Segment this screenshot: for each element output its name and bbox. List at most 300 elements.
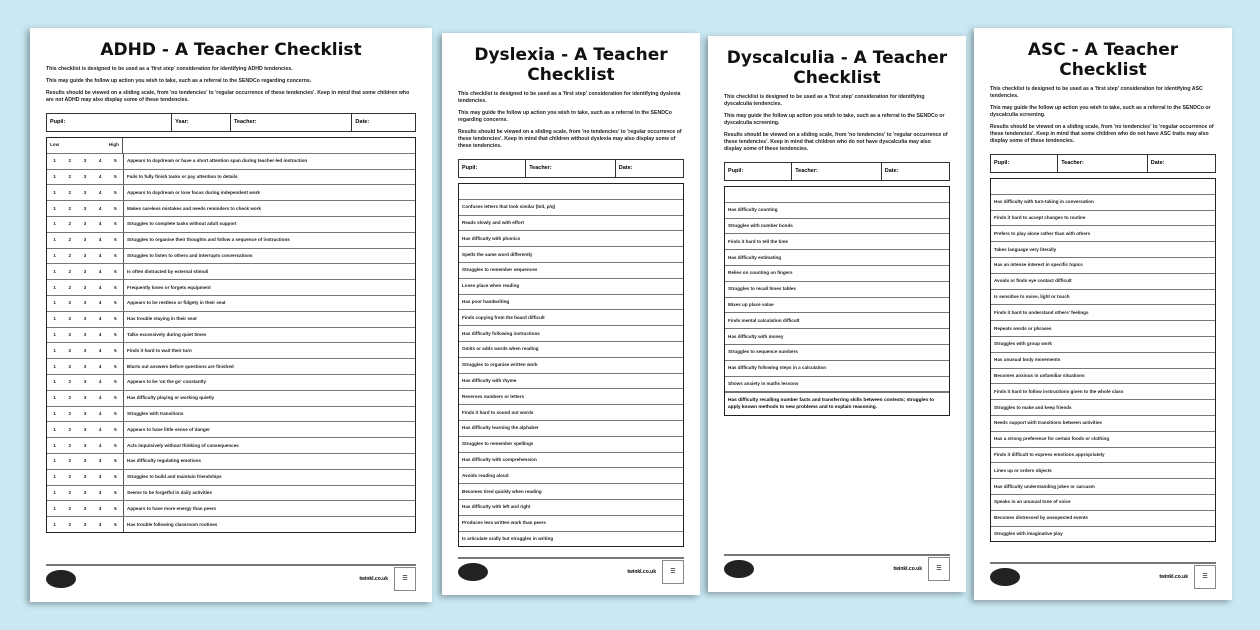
scale-option[interactable]: 2 [68,410,72,416]
table-row [725,266,949,282]
table-row [47,454,415,470]
scale-option[interactable]: 5 [114,189,117,195]
scale-option[interactable]: 2 [68,173,72,179]
scale-option[interactable]: 2 [68,395,72,401]
checklist-item: Avoids reading aloud [462,472,509,478]
table-row [725,361,949,377]
scale-option[interactable]: 2 [68,316,72,322]
scale-option[interactable]: 1 [53,410,56,416]
table-row [991,527,1215,542]
table-row [47,328,415,344]
table-row [991,384,1215,400]
checklist-item: Appears to daydream or have a short attention span during teacher-led instruction [127,158,308,164]
table-row [991,400,1215,416]
scale-option[interactable]: 2 [68,426,72,432]
table-row [991,211,1215,227]
checklist-item: Finds it difficult to express emotions appropriately [994,451,1105,457]
checklist-item: Appears to be 'on the go' constantly [127,379,207,385]
table-row [47,486,415,502]
table-row [991,305,1215,321]
checklist-item: Has difficulty with comprehension [462,456,537,462]
scale-option[interactable]: 5 [114,284,117,290]
scale-option[interactable]: 4 [98,379,102,385]
scale-option[interactable]: 1 [53,474,56,480]
checklist-item: Struggles to recall times tables [728,286,796,292]
checklist-item: Omits or adds words when reading [462,346,539,352]
scale-option[interactable]: 3 [83,284,87,290]
scale-option[interactable]: 4 [98,252,102,258]
scale-option[interactable]: 3 [83,489,87,495]
scale-option[interactable]: 1 [53,379,56,385]
table-row [459,216,683,232]
table-row [725,298,949,314]
page-title: ASC - A Teacher Checklist [1027,40,1179,80]
checklist-item: Becomes tired quickly when reading [462,488,542,494]
scale-option[interactable]: 5 [114,221,117,227]
scale-option[interactable]: 2 [68,363,72,369]
info-field[interactable]: Pupil: [459,160,526,177]
intro-text [46,66,416,109]
scale-option[interactable]: 2 [68,474,72,480]
checklist-table [724,186,950,416]
scale-option[interactable]: 4 [98,474,102,480]
scale-option[interactable]: 4 [98,205,102,211]
scale-option[interactable]: 4 [98,521,102,527]
checklist-item: Has a strong preference for certain foods or clothing [994,436,1110,442]
scale-option[interactable]: 5 [114,521,117,527]
scale-option[interactable]: 5 [114,252,117,258]
table-row [459,342,683,358]
pupil-info-table [458,159,684,178]
scale-option[interactable]: 1 [53,458,56,464]
table-row [991,321,1215,337]
page-asc [974,28,1232,600]
twinkl-logo [458,563,488,581]
scale-option[interactable]: 2 [68,442,72,448]
page-dyscalculia [708,36,966,592]
scale-option[interactable]: 5 [114,426,117,432]
page-title: Dyscalculia - A Teacher Checklist [726,48,948,88]
scale-option[interactable]: 5 [114,489,117,495]
footer [990,562,1216,590]
checklist-item: Has unusual body movements [994,357,1061,363]
table-row [47,359,415,375]
scale-option[interactable]: 1 [53,237,56,243]
scale-option[interactable]: 4 [98,173,102,179]
page-dyslexia [442,33,700,595]
info-field[interactable]: Date: [884,168,899,174]
scale-option[interactable]: 5 [114,474,117,480]
scale-option[interactable]: 1 [53,442,56,448]
checklist-item: Has difficulty regulating emotions [127,458,202,464]
table-row [47,280,415,296]
table-row [47,470,415,486]
page-adhd [30,28,432,602]
table-row [991,195,1215,211]
info-field[interactable]: Pupil: [725,163,792,180]
scale-option[interactable]: 2 [68,205,72,211]
table-row [991,258,1215,274]
checklist-item: Has difficulty with rhyme [462,377,517,383]
checklist-item: Struggles with transitions [127,410,184,416]
table-row [459,295,683,311]
table-row [991,511,1215,527]
info-field[interactable]: Teacher: [1058,155,1148,172]
scale-option[interactable]: 5 [114,395,117,401]
table-row [459,405,683,421]
scale-option[interactable]: 1 [53,173,56,179]
checklist-item: Is articulate orally but struggles in writing [462,535,554,541]
scale-option[interactable]: 2 [68,331,72,337]
scale-option[interactable]: 3 [83,300,87,306]
scale-option[interactable]: 5 [114,505,117,511]
scale-option[interactable]: 4 [98,347,102,353]
scale-option[interactable]: 4 [98,363,102,369]
scale-option[interactable]: 3 [83,426,87,432]
checklist-item: Is often distracted by external stimuli [127,268,209,274]
scale-option[interactable]: 2 [68,300,72,306]
scale-option[interactable]: 1 [53,363,56,369]
checklist-item: Shows anxiety in maths lessons [728,380,799,386]
table-row [725,282,949,298]
scale-option[interactable]: 2 [68,158,72,164]
scale-option[interactable]: 3 [83,173,87,179]
checklist-item: Has trouble following classroom routines [127,521,218,527]
table-row [991,274,1215,290]
intro-paragraph: This checklist is designed to be used as a 'first step' consideration for identifying ASC tendencies. [990,86,1203,99]
table-row [47,312,415,328]
scale-option[interactable]: 5 [114,331,117,337]
pupil-info-table [990,154,1216,173]
table-row [991,226,1215,242]
info-field[interactable]: Date: [1150,160,1165,166]
table-row [459,453,683,469]
scale-option[interactable]: 5 [114,300,117,306]
scale-option[interactable]: 5 [114,158,117,164]
table-row [459,374,683,390]
page-title: Dyslexia - A Teacher Checklist [474,45,668,85]
scale-option[interactable]: 3 [83,189,87,195]
table-row [47,154,415,170]
scale-option[interactable]: 1 [53,489,56,495]
checklist-item: Appears to have more energy than peers [127,505,217,511]
scale-option[interactable]: 1 [53,395,56,401]
scale-option[interactable]: 5 [114,347,117,353]
scale-option[interactable]: 4 [98,237,102,243]
pupil-info-table [724,162,950,181]
scale-option[interactable]: 1 [53,158,56,164]
intro-paragraph: Results should be viewed on a sliding scale, from 'no tendencies' to 'regular occurrence of these tendencies'. Keep in mind that children without dyslexia may also display some of these tendencies. [458,129,682,149]
scale-option[interactable]: 1 [53,505,56,511]
checklist-item: Appears to daydream or lose focus during independent work [127,189,260,195]
scale-option[interactable]: 3 [83,268,87,274]
scale-option[interactable]: 1 [53,521,56,527]
checklist-item: Has difficulty with money [728,333,784,339]
scale-option[interactable]: 4 [98,395,102,401]
table-row [47,422,415,438]
scale-option[interactable]: 3 [83,442,87,448]
checklist-table [458,183,684,547]
badge-icon: ☰ [662,560,684,584]
table-row [991,337,1215,353]
table-row [991,353,1215,369]
checklist-item: Struggles with number bonds [728,222,793,228]
scale-option[interactable]: 5 [114,458,117,464]
scale-option[interactable]: 3 [83,205,87,211]
scale-option[interactable]: 4 [98,268,102,274]
scale-option[interactable]: 5 [114,442,117,448]
scale-option[interactable]: 5 [114,316,117,322]
scale-option[interactable]: 5 [114,237,117,243]
table-row [47,170,415,186]
footer-url: twinkl.co.uk [1159,574,1188,580]
checklist-item: Frequently loses or forgets equipment [127,284,211,290]
table-header [725,187,949,203]
scale-option[interactable]: 2 [68,284,72,290]
checklist-item: Mixes up place value [728,301,774,307]
scale-option[interactable]: 1 [53,205,56,211]
scale-option[interactable]: 5 [114,205,117,211]
scale-option[interactable]: 1 [53,347,56,353]
checklist-item: Has difficulty understanding jokes or sarcasm [994,483,1095,489]
checklist-item: Takes language very literally [994,246,1057,252]
checklist-item: Relies on counting on fingers [728,270,793,276]
table-row [459,484,683,500]
checklist-item: Reads slowly and with effort [462,219,525,225]
table-row [459,310,683,326]
table-row [991,448,1215,464]
checklist-item: Becomes distressed by unexpected events [994,515,1088,521]
table-row [459,200,683,216]
scale-option[interactable]: 2 [68,189,72,195]
table-row [47,407,415,423]
scale-option[interactable]: 3 [83,410,87,416]
table-row [47,217,415,233]
checklist-item: Has difficulty with turn-taking in conversation [994,199,1094,205]
table-row [459,468,683,484]
scale-option[interactable]: 3 [83,395,87,401]
scale-option[interactable]: 4 [98,410,102,416]
table-row [47,201,415,217]
checklist-item: Lines up or orders objects [994,467,1052,473]
twinkl-logo [724,560,754,578]
scale-option[interactable]: 2 [68,268,72,274]
scale-option[interactable]: 3 [83,252,87,258]
scale-option[interactable]: 1 [53,268,56,274]
scale-option[interactable]: 2 [68,458,72,464]
table-row [47,438,415,454]
checklist-item: Blurts out answers before questions are finished [127,363,234,369]
intro-paragraph: Results should be viewed on a sliding scale, from 'no tendencies' to 'regular occurrence of these tendencies'. Keep in mind that children who do not have dyscalculia may also display some of these tendencies. [724,132,948,152]
scale-option[interactable]: 3 [83,331,87,337]
scale-option[interactable]: 3 [83,521,87,527]
table-row [459,263,683,279]
checklist-item: Talks excessively during quiet times [127,331,207,337]
table-header [459,184,683,200]
scale-option[interactable]: 3 [83,379,87,385]
checklist-item: Becomes anxious in unfamiliar situations [994,372,1085,378]
scale-option[interactable]: 4 [98,426,102,432]
intro-paragraph: This checklist is designed to be used as a 'first step' consideration for identifying dyslexia tendencies. [458,91,681,104]
scale-option[interactable]: 4 [98,189,102,195]
checklist-item: Speaks in an unusual tone of voice [994,499,1071,505]
scale-option[interactable]: 2 [68,505,72,511]
scale-option[interactable]: 4 [98,489,102,495]
scale-option[interactable]: 3 [83,363,87,369]
scale-option[interactable]: 4 [98,331,102,337]
checklist-item: Struggles to organise written work [462,362,538,368]
page-title: ADHD - A Teacher Checklist [100,40,362,60]
intro-paragraph: This may guide the follow up action you wish to take, such as a referral to the SENDCo or dyscalculia screening. [990,105,1211,118]
scale-option[interactable]: 1 [53,252,56,258]
scale-option[interactable]: 1 [53,426,56,432]
checklist-item: Produces less written work than peers [462,520,546,526]
scale-option[interactable]: 3 [83,458,87,464]
checklist-item: Acts impulsively without thinking of consequences [127,442,239,448]
table-row [725,329,949,345]
checklist-item: Has an intense interest in specific topics [994,262,1083,268]
scale-option[interactable]: 2 [68,221,72,227]
checklist-item: Finds it hard to tell the time [728,238,788,244]
checklist-item: Finds copying from the board difficult [462,314,545,320]
scale-option[interactable]: 4 [98,300,102,306]
scale-option[interactable]: 2 [68,489,72,495]
scale-option[interactable]: 4 [98,458,102,464]
footer [458,557,684,585]
table-row [47,391,415,407]
table-row [459,437,683,453]
intro-text [990,86,1216,150]
checklist-item: Is sensitive to noise, light or touch [994,293,1070,299]
info-field[interactable]: Teacher: [231,114,352,131]
scale-option[interactable]: 2 [68,237,72,243]
table-row [725,250,949,266]
info-field[interactable]: Date: [355,119,370,125]
scale-high: High [108,142,119,148]
table-row [459,500,683,516]
scale-option[interactable]: 2 [68,379,72,385]
checklist-table [46,137,416,533]
badge-icon: ☰ [394,567,416,591]
table-row [47,517,415,532]
checklist-item: Loses place when reading [462,283,520,289]
table-row [47,249,415,265]
table-row [459,247,683,263]
info-field[interactable]: Pupil: [991,155,1058,172]
table-row [991,369,1215,385]
scale-option[interactable]: 3 [83,347,87,353]
table-row [459,516,683,532]
scale-option[interactable]: 4 [98,158,102,164]
table-row [47,233,415,249]
intro-paragraph: Results should be viewed on a sliding scale, from 'no tendencies' to 'regular occurrence of these tendencies'. Keep in mind that some children who do not have ASC traits may also display some of these tendencies. [990,124,1214,144]
checklist-item: Has difficulty following instructions [462,330,540,336]
footer-url: twinkl.co.uk [627,569,656,575]
scale-option[interactable]: 5 [114,268,117,274]
footer-url: twinkl.co.uk [893,566,922,572]
scale-option[interactable]: 3 [83,505,87,511]
checklist-item: Has difficulty with phonics [462,235,521,241]
scale-option[interactable]: 2 [68,347,72,353]
intro-paragraph: This checklist is designed to be used as a 'first step' consideration for identifying dyscalculia tendencies. [724,94,925,107]
checklist-item: Appears to be restless or fidgety in their seat [127,300,226,306]
checklist-item: Has difficulty counting [728,207,778,213]
checklist-item: Seems to be forgetful in daily activities [127,489,213,495]
info-field[interactable]: Pupil: [47,114,172,131]
checklist-note: Has difficulty recalling number facts and transferring skills between contexts; struggles to apply known methods to new problems and to explain reasoning. [725,392,949,415]
scale-option[interactable]: 3 [83,158,87,164]
table-row [991,463,1215,479]
scale-option[interactable]: 5 [114,379,117,385]
checklist-item: Fails to fully finish tasks or pay attention to details [127,173,238,179]
info-field[interactable]: Teacher: [792,163,882,180]
checklist-item: Prefers to play alone rather than with others [994,230,1091,236]
scale-option[interactable]: 4 [98,442,102,448]
checklist-item: Avoids or finds eye contact difficult [994,278,1072,284]
checklist-item: Struggles to sequence numbers [728,349,798,355]
info-field[interactable]: Teacher: [526,160,616,177]
intro-text [724,94,950,158]
intro-paragraph: Results should be viewed on a sliding scale, from 'no tendencies' to 'regular occurrence of these tendencies'. Keep in mind that some children who are not ADHD may also display some of these tendencies. [46,90,410,103]
scale-option[interactable]: 5 [114,410,117,416]
table-row [725,377,949,393]
scale-option[interactable]: 1 [53,284,56,290]
scale-option[interactable]: 4 [98,284,102,290]
pupil-info-table [46,113,416,132]
checklist-item: Struggles with group work [994,341,1052,347]
table-row [47,264,415,280]
checklist-item: Struggles to remember sequences [462,267,538,273]
scale-option[interactable]: 1 [53,300,56,306]
scale-option[interactable]: 2 [68,252,72,258]
table-row [459,231,683,247]
checklist-item: Finds mental calculation difficult [728,317,800,323]
scale-option[interactable]: 1 [53,221,56,227]
scale-option[interactable]: 3 [83,237,87,243]
scale-option[interactable]: 4 [98,505,102,511]
table-row [725,313,949,329]
scale-option[interactable]: 5 [114,363,117,369]
intro-paragraph: This may guide the follow up action you wish to take, such as a referral to the SENDCo regarding concerns. [458,110,672,123]
table-row [459,358,683,374]
scale-low: Low [50,142,60,148]
checklist-item: Struggles to build and maintain friendships [127,474,222,480]
scale-option[interactable]: 4 [98,221,102,227]
scale-option[interactable]: 4 [98,316,102,322]
scale-option[interactable]: 2 [68,521,72,527]
checklist-item: Appears to have little sense of danger [127,426,210,432]
checklist-item: Struggles to remember spellings [462,441,534,447]
scale-option[interactable]: 1 [53,189,56,195]
scale-option[interactable]: 3 [83,316,87,322]
scale-option[interactable]: 1 [53,316,56,322]
scale-option[interactable]: 3 [83,221,87,227]
checklist-item: Struggles to listen to others and interrupts conversations [127,252,253,258]
scale-option[interactable]: 3 [83,474,87,480]
intro-text [458,91,684,155]
checklist-item: Finds it hard to follow instructions given to the whole class [994,388,1124,394]
table-row [725,203,949,219]
info-field[interactable]: Year: [172,114,231,131]
table-row [991,495,1215,511]
checklist-item: Makes careless mistakes and needs reminders to check work [127,205,262,211]
scale-option[interactable]: 5 [114,173,117,179]
info-field[interactable]: Date: [618,165,633,171]
table-row [459,532,683,547]
table-row [991,242,1215,258]
scale-option[interactable]: 1 [53,331,56,337]
table-row [991,479,1215,495]
